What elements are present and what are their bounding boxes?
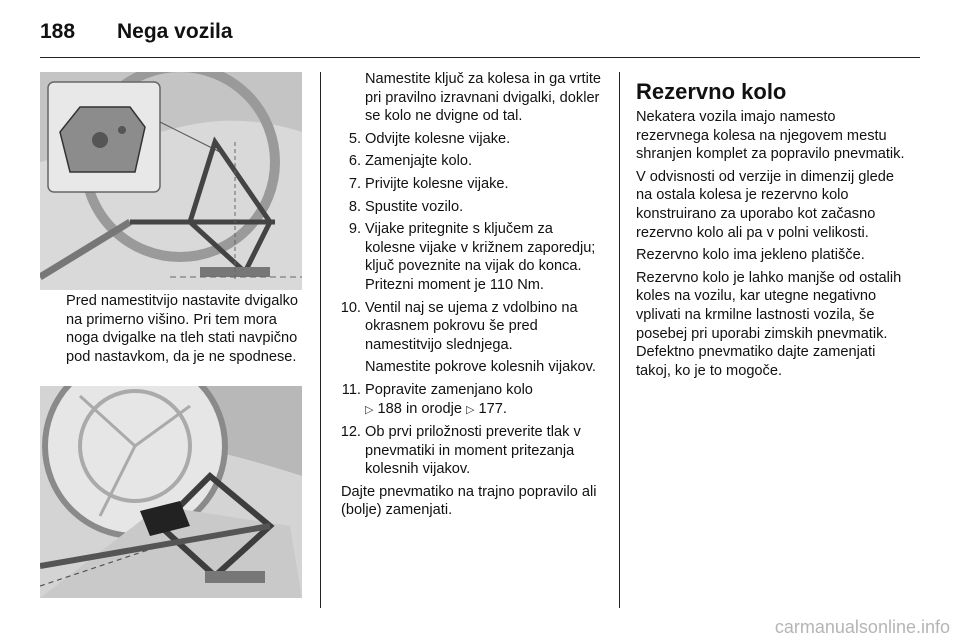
page-reference-link[interactable]: 177.	[478, 400, 507, 417]
list-item: 9. Vijake pritegnite s ključem za kolesne vijake v križnem zaporedju; ključ poveznite na vijak do konca. Pritezni moment je 110 Nm.	[348, 221, 596, 293]
page-header	[40, 14, 233, 50]
list-item: 8. Spustite vozilo.	[348, 198, 464, 215]
list-item: 11. Popravite zamenjano kolo ▷ 188 in orodje ▷ 177.	[341, 381, 533, 417]
triangle-right-icon: ▷	[365, 403, 374, 416]
paragraph: Rezervno kolo je lahko manjše od ostalih koles na vozilu, kar utegne negativno vplivati na krmilne lastnosti vozila, še posebej pri uporabi zimskih pnevmatik. Defektno pnevmatiko dajte zamenjati takoj, ko je to mogoče.	[636, 269, 902, 379]
jack-position-illustration	[40, 386, 302, 598]
step10-extra: Namestite pokrove kolesnih vijakov.	[365, 359, 596, 376]
steps-list-cont	[330, 381, 606, 479]
section-heading: Rezervno kolo	[636, 79, 787, 104]
paragraph: Nekatera vozila imajo namesto rezervnega kolesa na njegovem mestu shranjen komplet za popravilo pnevmatik.	[636, 109, 905, 163]
page-reference-link[interactable]: 188	[377, 400, 402, 417]
jack-detail-illustration	[40, 72, 302, 290]
intro-text: Namestite ključ za kolesa in ga vrtite pri pravilno izravnani dvigalki, dokler se kolo ne dvigne od tal.	[365, 71, 602, 125]
header-divider	[40, 57, 920, 58]
triangle-right-icon: ▷	[466, 403, 475, 416]
page-title: Nega vozila	[117, 20, 233, 43]
list-item: 12. Ob prvi priložnosti preverite tlak v pnevmatiki in moment pritezanja kolesnih vijakov.	[340, 424, 581, 478]
column-divider-2	[619, 72, 620, 608]
instructions-column	[330, 70, 606, 524]
paragraph: Rezervno kolo ima jekleno platišče.	[636, 247, 865, 264]
list-item: 10. Ventil naj se ujema z vdolbino na okrasnem pokrovu še pred namestitvijo slednjega.	[340, 299, 578, 353]
list-item: 7. Privijte kolesne vijake.	[348, 175, 509, 192]
page-number: 188	[40, 20, 76, 43]
watermark: carmanualsonline.info	[774, 617, 950, 637]
caption-text: Pred namestitvijo nastavite dvigalko na primerno višino. Pri tem mora noga dvigalke na tleh stati navpično pod nastavkom, da je ne spodnese.	[66, 293, 298, 365]
list-item: 6. Zamenjajte kolo.	[348, 153, 473, 170]
list-item: 5. Odvijte kolesne vijake.	[348, 130, 511, 147]
outro-text: Dajte pnevmatiko na trajno popravilo ali (bolje) zamenjati.	[341, 483, 597, 519]
illustration-caption	[66, 292, 306, 366]
paragraph: V odvisnosti od verzije in dimenzij glede na ostala kolesa je rezervno kolo konstruirano za uporabo kot začasno rezervno kolo ali pa v polni velikosti.	[636, 168, 894, 241]
steps-list	[330, 130, 606, 355]
spare-wheel-column	[636, 80, 908, 384]
column-divider-1	[320, 72, 321, 608]
